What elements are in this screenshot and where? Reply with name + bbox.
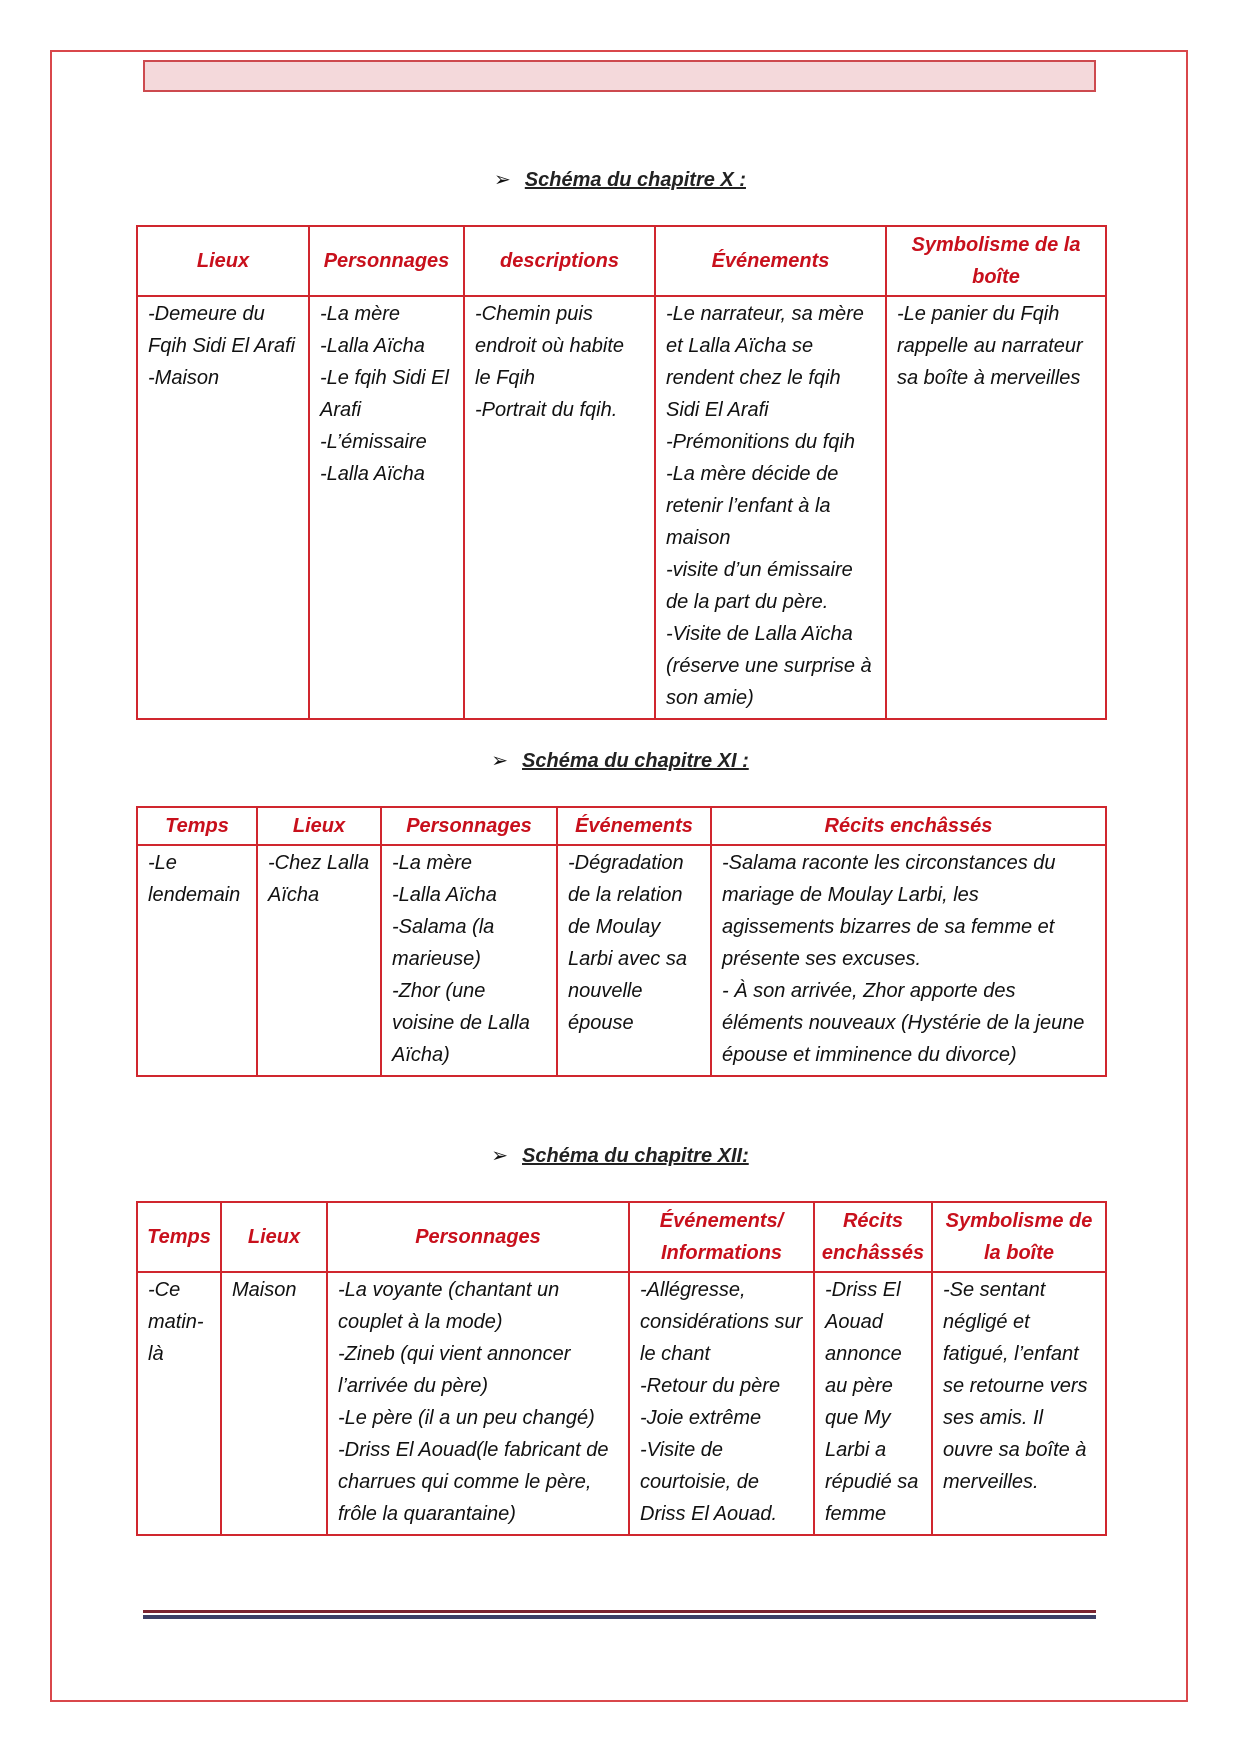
cell-line: -La mère xyxy=(320,303,401,325)
cell-line: Maison xyxy=(232,1279,297,1301)
cell-line: -Zhor (une voisine de Lalla Aïcha) xyxy=(392,980,530,1066)
cell-line: -Allégresse, considérations sur le chant xyxy=(640,1279,803,1365)
arrow-bullet-icon: ➢ xyxy=(491,750,509,772)
footer-rule xyxy=(143,1610,1096,1619)
table-cell xyxy=(932,1272,1106,1535)
cell-line: -Le père (il a un peu changé) xyxy=(338,1407,595,1429)
table-cell xyxy=(137,1272,221,1535)
cell-line: -Dégradation de la relation de Moulay Larbi avec sa nouvelle épouse xyxy=(568,852,687,1034)
cell-line: -Le narrateur, sa mère et Lalla Aïcha se rendent chez le fqih Sidi El Arafi xyxy=(666,303,864,421)
column-header: descriptions xyxy=(464,226,655,296)
cell-line: -Joie extrême xyxy=(640,1407,762,1429)
table-cell xyxy=(137,845,257,1076)
cell-line: -Driss El Aouad(le fabricant de charrues qui comme le père, frôle la quarantaine) xyxy=(338,1439,609,1525)
column-header: Symbolisme de la boîte xyxy=(932,1202,1106,1272)
column-header: Événements xyxy=(557,807,711,845)
cell-line: -Visite de Lalla Aïcha (réserve une surprise à son amie) xyxy=(666,623,872,709)
column-header: Personnages xyxy=(381,807,557,845)
column-header: Personnages xyxy=(327,1202,629,1272)
table-row xyxy=(137,1272,1106,1535)
column-header: Événements/ Informations xyxy=(629,1202,814,1272)
cell-line: -Zineb (qui vient annoncer l’arrivée du père) xyxy=(338,1343,571,1397)
column-header: Personnages xyxy=(309,226,464,296)
schema-table-chapter-xi xyxy=(136,806,1107,1077)
cell-line: -Maison xyxy=(148,367,220,389)
cell-line: -Le panier du Fqih rappelle au narrateur sa boîte à merveilles xyxy=(897,303,1083,389)
column-header: Événements xyxy=(655,226,886,296)
table-cell xyxy=(711,845,1106,1076)
column-header: Lieux xyxy=(137,226,309,296)
column-header: Lieux xyxy=(257,807,381,845)
column-header: Temps xyxy=(137,1202,221,1272)
cell-line: -Lalla Aïcha xyxy=(392,884,497,906)
table-body xyxy=(137,296,1106,719)
column-header: Symbolisme de la boîte xyxy=(886,226,1106,296)
table-body xyxy=(137,845,1106,1076)
table-cell xyxy=(655,296,886,719)
table-header-row xyxy=(137,226,1106,296)
section-heading: Schéma du chapitre X : xyxy=(524,169,746,191)
column-header: Lieux xyxy=(221,1202,327,1272)
cell-line: -Chemin puis endroit où habite le Fqih xyxy=(475,303,625,389)
arrow-bullet-icon: ➢ xyxy=(494,169,511,191)
cell-line: -Portrait du fqih. xyxy=(475,399,618,421)
cell-line: -Salama (la marieuse) xyxy=(392,916,495,970)
arrow-bullet-icon: ➢ xyxy=(491,1145,509,1167)
cell-line: -Se sentant négligé et fatigué, l’enfant se retourne vers ses amis. Il ouvre sa boîte à merveilles. xyxy=(943,1279,1088,1493)
table-cell xyxy=(557,845,711,1076)
section-title-chapter-x xyxy=(0,167,1240,192)
table-cell xyxy=(814,1272,932,1535)
schema-table-chapter-x xyxy=(136,225,1107,720)
column-header: Temps xyxy=(137,807,257,845)
section-heading: Schéma du chapitre XII: xyxy=(522,1145,749,1167)
table-cell xyxy=(309,296,464,719)
column-header: Récits enchâssés xyxy=(814,1202,932,1272)
cell-line: -Lalla Aïcha xyxy=(320,463,425,485)
table-row xyxy=(137,296,1106,719)
cell-line: - À son arrivée, Zhor apporte des éléments nouveaux (Hystérie de la jeune épouse et imminence du divorce) xyxy=(722,980,1085,1066)
section-title-chapter-xi xyxy=(0,748,1240,773)
cell-line: -L’émissaire xyxy=(320,431,427,453)
cell-line: -Salama raconte les circonstances du mariage de Moulay Larbi, les agissements bizarres de sa femme et présente ses excuses. xyxy=(722,852,1056,970)
table-cell xyxy=(327,1272,629,1535)
column-header: Récits enchâssés xyxy=(711,807,1106,845)
cell-line: -Chez Lalla Aïcha xyxy=(268,852,370,906)
table-cell xyxy=(137,296,309,719)
section-heading: Schéma du chapitre XI : xyxy=(522,750,749,772)
table-body xyxy=(137,1272,1106,1535)
cell-line: -Visite de courtoisie, de Driss El Aouad. xyxy=(640,1439,778,1525)
table-cell xyxy=(257,845,381,1076)
schema-table-chapter-xii xyxy=(136,1201,1107,1536)
table-cell xyxy=(381,845,557,1076)
section-title-chapter-xii xyxy=(0,1143,1240,1168)
table-header-row xyxy=(137,807,1106,845)
table-row xyxy=(137,845,1106,1076)
table-header-row xyxy=(137,1202,1106,1272)
cell-line: -Prémonitions du fqih xyxy=(666,431,855,453)
cell-line: -La mère xyxy=(392,852,473,874)
table-cell xyxy=(464,296,655,719)
header-bar xyxy=(143,60,1096,92)
cell-line: -Lalla Aïcha xyxy=(320,335,425,357)
cell-line: -Ce matin-là xyxy=(148,1279,204,1365)
cell-line: -visite d’un émissaire de la part du père. xyxy=(666,559,853,613)
cell-line: -La voyante (chantant un couplet à la mode) xyxy=(338,1279,560,1333)
cell-line: -Driss El Aouad annonce au père que My Larbi a répudié sa femme xyxy=(825,1279,919,1525)
cell-line: -Retour du père xyxy=(640,1375,781,1397)
table-cell xyxy=(221,1272,327,1535)
cell-line: -La mère décide de retenir l’enfant à la maison xyxy=(666,463,839,549)
table-cell xyxy=(886,296,1106,719)
cell-line: -Le fqih Sidi El Arafi xyxy=(320,367,449,421)
cell-line: -Demeure du Fqih Sidi El Arafi xyxy=(148,303,296,357)
cell-line: -Le lendemain xyxy=(148,852,241,906)
table-cell xyxy=(629,1272,814,1535)
